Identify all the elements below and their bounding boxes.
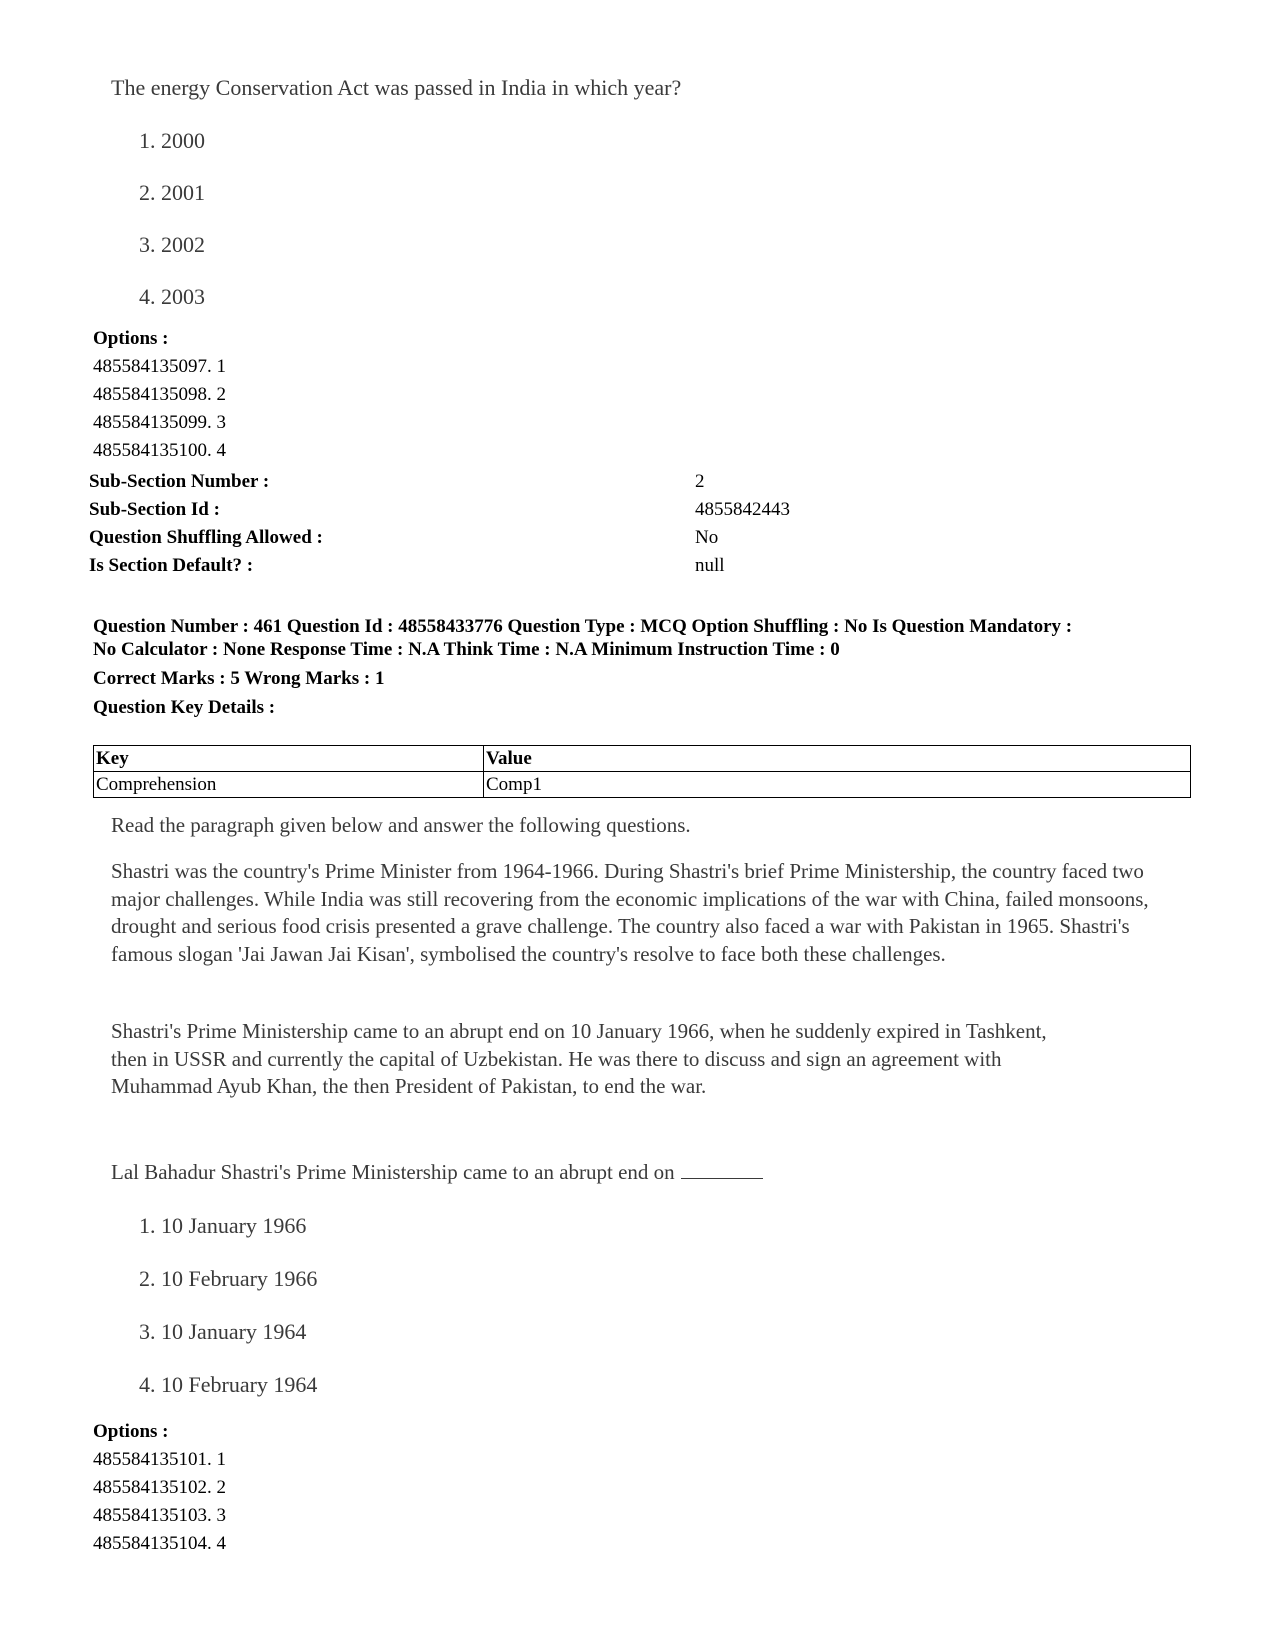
key-details-label: Question Key Details : xyxy=(93,697,276,718)
choice-item: 3. 2002 xyxy=(139,232,205,257)
answer-blank xyxy=(681,1177,763,1179)
table-header-row xyxy=(94,746,1191,772)
subsection-id-label: Sub-Section Id : xyxy=(89,499,220,520)
option-id: 485584135100. 4 xyxy=(93,440,226,461)
table-cell-key: Comprehension xyxy=(94,772,484,798)
question-shuffling-value: No xyxy=(695,527,719,548)
options-label: Options : xyxy=(93,1421,169,1442)
option-id: 485584135103. 3 xyxy=(93,1505,226,1526)
choice-item: 2. 2001 xyxy=(139,180,205,205)
question-meta-line1: Question Number : 461 Question Id : 48558433776 Question Type : MCQ Option Shuffling : No Is Question Mandatory : xyxy=(93,616,1073,637)
passage-paragraph: Shastri was the country's Prime Minister from 1964-1966. During Shastri's brief Prime Ministership, the country faced two major challenges. While India was still recovering from the economic implications of the war with China, failed monsoons, drought and serious food crisis presented a grave challenge. The country also faced a war with Pakistan in 1965. Shastri's famous slogan 'Jai Jawan Jai Kisan', symbolised the country's resolve to face both these challenges. xyxy=(111,859,1149,966)
table-header-key: Key xyxy=(94,746,484,772)
table-header-value: Value xyxy=(484,746,1191,772)
choice-item: 4. 10 February 1964 xyxy=(139,1372,318,1397)
instruction-text: Read the paragraph given below and answer the following questions. xyxy=(111,813,691,837)
option-id: 485584135104. 4 xyxy=(93,1533,226,1554)
choice-item: 1. 2000 xyxy=(139,128,205,153)
table-row xyxy=(94,772,1191,798)
key-details-table xyxy=(93,745,1191,798)
table-cell-value: Comp1 xyxy=(484,772,1191,798)
section-default-value: null xyxy=(695,555,725,576)
section-default-label: Is Section Default? : xyxy=(89,555,254,576)
option-id: 485584135102. 2 xyxy=(93,1477,226,1498)
option-id: 485584135097. 1 xyxy=(93,356,226,377)
question-text xyxy=(111,1160,763,1185)
choice-item: 1. 10 January 1966 xyxy=(139,1213,307,1238)
passage-paragraph: Shastri's Prime Ministership came to an abrupt end on 10 January 1966, when he suddenly expired in Tashkent, then in USSR and currently the capital of Uzbekistan. He was there to discuss and sign an agreement with Muhammad Ayub Khan, the then President of Pakistan, to end the war. xyxy=(111,1019,1047,1098)
question-text: The energy Conservation Act was passed in India in which year? xyxy=(111,75,682,100)
subsection-number-value: 2 xyxy=(695,471,705,492)
options-label: Options : xyxy=(93,328,169,349)
choice-item: 3. 10 January 1964 xyxy=(139,1319,307,1344)
choice-item: 2. 10 February 1966 xyxy=(139,1266,318,1291)
marks-line: Correct Marks : 5 Wrong Marks : 1 xyxy=(93,668,385,689)
option-id: 485584135098. 2 xyxy=(93,384,226,405)
question-shuffling-label: Question Shuffling Allowed : xyxy=(89,527,323,548)
option-id: 485584135101. 1 xyxy=(93,1449,226,1470)
question-text-content: Lal Bahadur Shastri's Prime Ministership came to an abrupt end on xyxy=(111,1160,675,1184)
choice-item: 4. 2003 xyxy=(139,284,205,309)
subsection-id-value: 4855842443 xyxy=(695,499,790,520)
option-id: 485584135099. 3 xyxy=(93,412,226,433)
subsection-number-label: Sub-Section Number : xyxy=(89,471,270,492)
question-meta-line2: No Calculator : None Response Time : N.A Think Time : N.A Minimum Instruction Time : 0 xyxy=(93,639,840,660)
